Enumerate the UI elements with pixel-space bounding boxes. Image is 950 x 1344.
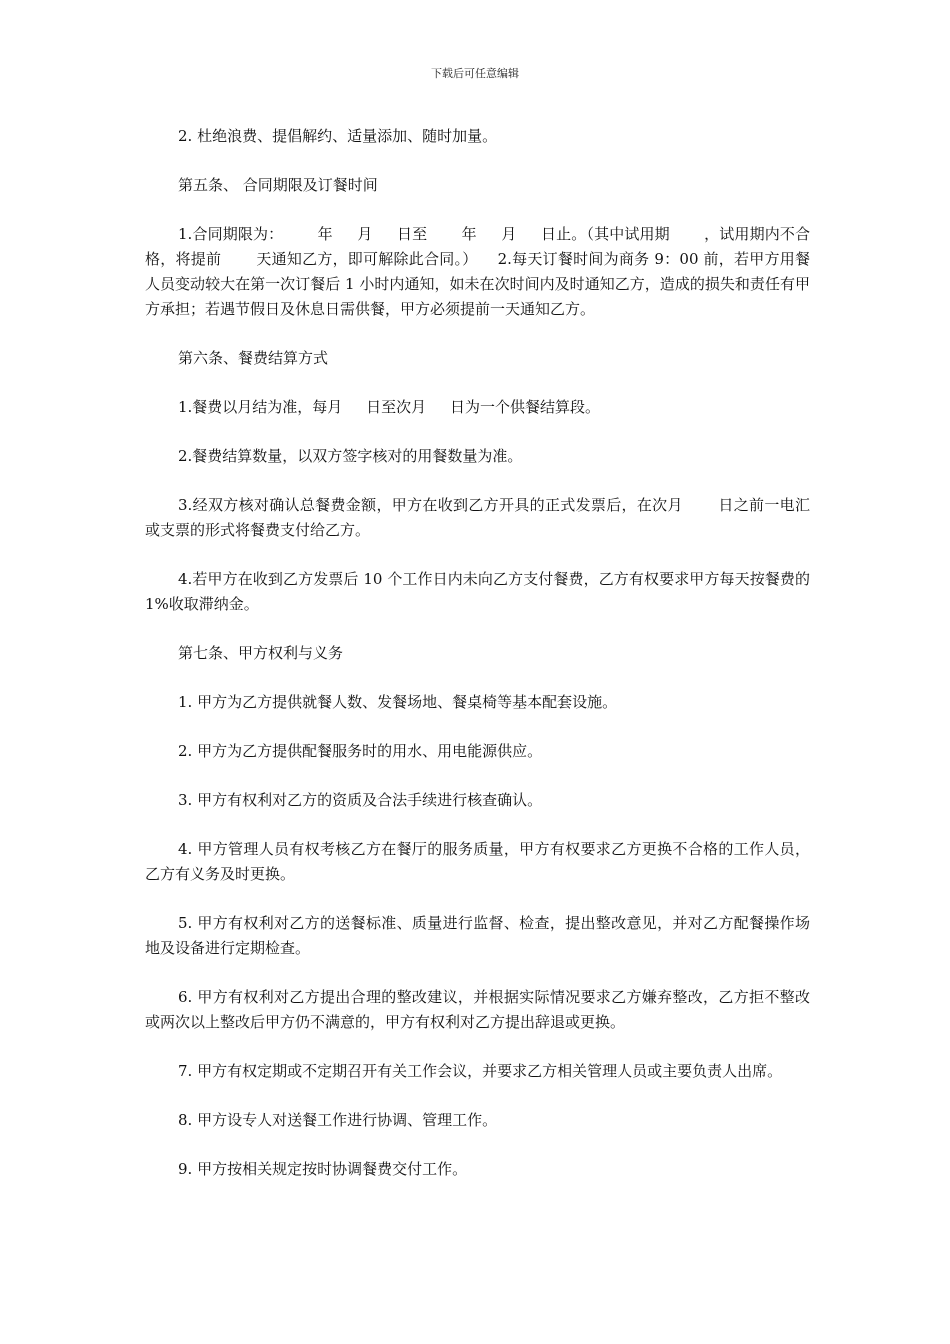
paragraph-settlement-period: 1.餐费以月结为准，每月 日至次月 日为一个供餐结算段。: [178, 398, 600, 416]
paragraph-party-a-item-6: 6. 甲方有权利对乙方提出合理的整改建议，并根据实际情况要求乙方嫌弃整改，乙方拒不整改或两次以上整改后甲方仍不满意的，甲方有权利对乙方提出辞退或更换。: [145, 988, 810, 1031]
paragraph-item-2-waste: 2. 杜绝浪费、提倡解约、适量添加、随时加量。: [178, 127, 498, 145]
paragraph-settlement-quantity: 2.餐费结算数量，以双方签字核对的用餐数量为准。: [178, 447, 523, 465]
paragraph-party-a-item-4: 4. 甲方管理人员有权考核乙方在餐厅的服务质量，甲方有权要求乙方更换不合格的工作人员，乙方有义务及时更换。: [145, 840, 810, 883]
paragraph-party-a-item-3: 3. 甲方有权利对乙方的资质及合法手续进行核查确认。: [178, 791, 543, 809]
paragraph-late-fee: 4.若甲方在收到乙方发票后 10 个工作日内未向乙方支付餐费，乙方有权要求甲方每天按餐费的 1%收取滞纳金。: [145, 570, 815, 613]
paragraph-party-a-item-1: 1. 甲方为乙方提供就餐人数、发餐场地、餐桌椅等基本配套设施。: [178, 693, 618, 711]
paragraph-party-a-item-9: 9. 甲方按相关规定按时协调餐费交付工作。: [178, 1160, 468, 1178]
paragraph-party-a-item-8: 8. 甲方设专人对送餐工作进行协调、管理工作。: [178, 1111, 498, 1129]
section-heading-article-6: 第六条、餐费结算方式: [178, 349, 329, 367]
paragraph-payment-method: 3.经双方核对确认总餐费金额，甲方在收到乙方开具的正式发票后，在次月 日之前一电汇或支票的形式将餐费支付给乙方。: [145, 496, 810, 539]
section-heading-article-5: 第五条、 合同期限及订餐时间: [178, 176, 378, 194]
document-body: [145, 124, 815, 1206]
section-heading-article-7: 第七条、甲方权利与义务: [178, 644, 344, 662]
paragraph-contract-term: 1.合同期限为： 年 月 日至 年 月 日止。（其中试用期 ，试用期内不合格，将提前 天通知乙方，即可解除此合同。） 2.每天订餐时间为商务 9：00 前，若甲方用餐人员变动较大在第一次订餐后 1 小时内通知，如未在次时间内及时通知乙方，造成的损失和责任有甲方承担；若遇节假日及休息日需供餐，甲方必须提前一天通知乙方。: [145, 225, 810, 318]
paragraph-party-a-item-2: 2. 甲方为乙方提供配餐服务时的用水、用电能源供应。: [178, 742, 543, 760]
page-header: 下载后可任意编辑: [431, 67, 519, 80]
paragraph-party-a-item-7: 7. 甲方有权定期或不定期召开有关工作会议，并要求乙方相关管理人员或主要负责人出席。: [178, 1062, 783, 1080]
paragraph-party-a-item-5: 5. 甲方有权利对乙方的送餐标准、质量进行监督、检查，提出整改意见，并对乙方配餐操作场地及设备进行定期检查。: [145, 914, 810, 957]
